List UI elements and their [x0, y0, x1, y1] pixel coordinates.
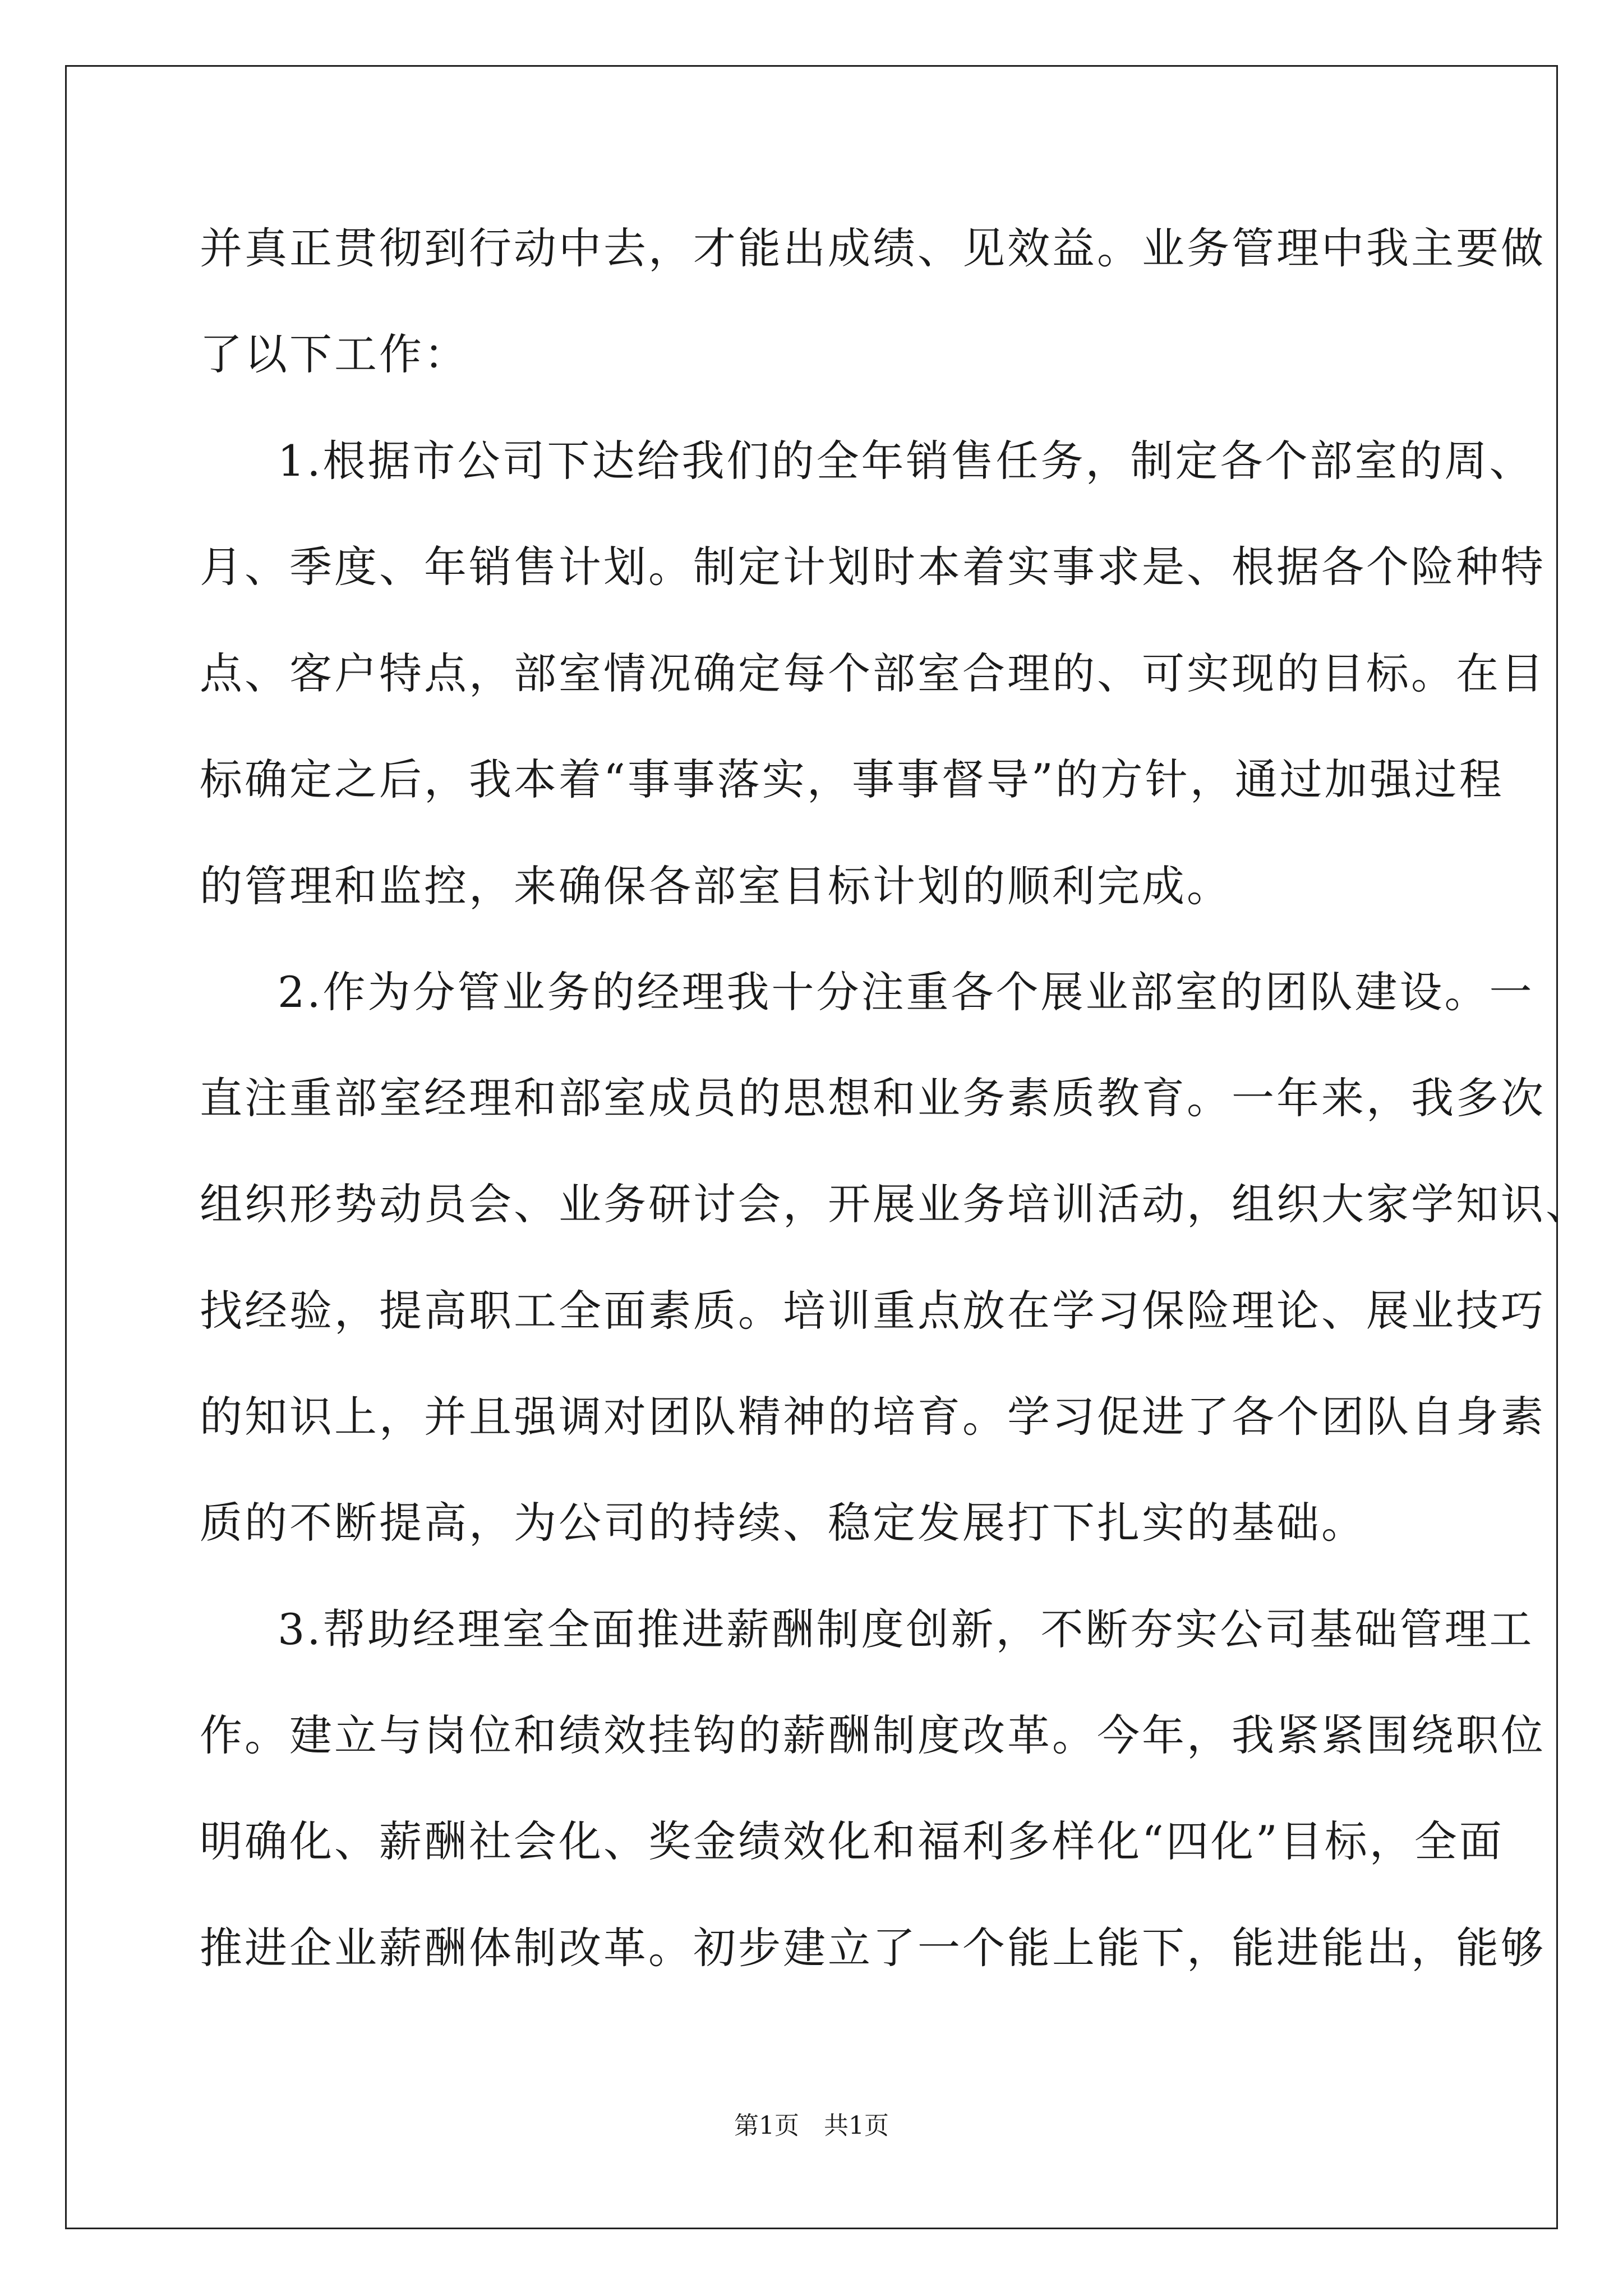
body-text-line: 月、季度、年销售计划。制定计划时本着实事求是、根据各个险种特 [200, 542, 1546, 592]
paragraph-1-first-line: 1.根据市公司下达给我们的全年销售任务，制定各个部室的周、 [278, 436, 1534, 486]
page-border [65, 65, 1558, 2229]
body-text-line: 标确定之后，我本着“事事落实，事事督导”的方针，通过加强过程 [200, 754, 1504, 804]
body-text-line: 明确化、薪酬社会化、奖金绩效化和福利多样化“四化”目标，全面 [200, 1816, 1504, 1866]
body-text-line: 的管理和监控，来确保各部室目标计划的顺利完成。 [200, 861, 1232, 911]
body-text-line: 直注重部室经理和部室成员的思想和业务素质教育。一年来，我多次 [200, 1073, 1546, 1123]
body-text-line: 并真正贯彻到行动中去，才能出成绩、见效益。业务管理中我主要做 [200, 223, 1546, 273]
paragraph-2-first-line: 2.作为分管业务的经理我十分注重各个展业部室的团队建设。一 [278, 967, 1534, 1017]
body-text-line: 的知识上，并且强调对团队精神的培育。学习促进了各个团队自身素 [200, 1392, 1546, 1442]
paragraph-3-first-line: 3.帮助经理室全面推进薪酬制度创新，不断夯实公司基础管理工 [278, 1604, 1534, 1654]
body-text-line: 了以下工作： [200, 329, 469, 379]
body-text-line: 质的不断提高，为公司的持续、稳定发展打下扎实的基础。 [200, 1498, 1366, 1548]
body-text-line: 推进企业薪酬体制改革。初步建立了一个能上能下，能进能出，能够 [200, 1923, 1546, 1973]
body-text-line: 作。建立与岗位和绩效挂钩的薪酬制度改革。今年，我紧紧围绕职位 [200, 1710, 1546, 1760]
body-text-line: 找经验，提高职工全面素质。培训重点放在学习保险理论、展业技巧 [200, 1286, 1546, 1336]
body-text-line: 组织形势动员会、业务研讨会，开展业务培训活动，组织大家学知识、 [200, 1179, 1590, 1229]
body-text-line: 点、客户特点，部室情况确定每个部室合理的、可实现的目标。在目 [200, 648, 1546, 698]
page-footer: 第1页 共1页 [734, 2111, 889, 2140]
